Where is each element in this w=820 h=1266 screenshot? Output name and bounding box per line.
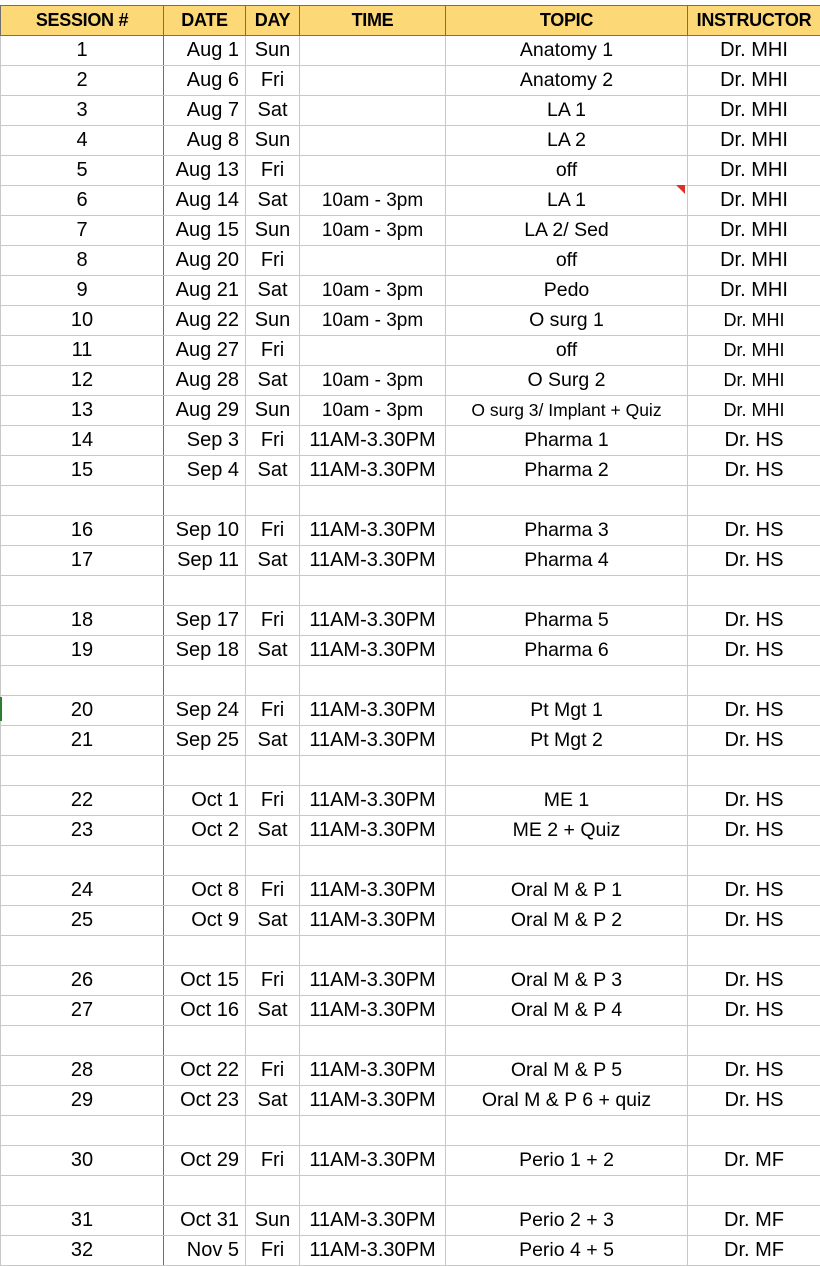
table-row <box>1 516 820 546</box>
instructor-cell[interactable]: Dr. HS <box>688 906 820 936</box>
time-cell[interactable]: 11AM-3.30PM <box>300 786 446 816</box>
topic-cell[interactable]: Perio 4 + 5 <box>446 1236 688 1266</box>
instructor-cell[interactable] <box>688 936 820 966</box>
time-cell[interactable]: 11AM-3.30PM <box>300 1086 446 1116</box>
day-cell[interactable]: Sun <box>246 1206 300 1236</box>
instructor-cell[interactable] <box>688 1116 820 1146</box>
time-cell[interactable] <box>300 576 446 606</box>
topic-cell[interactable]: O surg 1 <box>446 306 688 336</box>
date-cell[interactable]: Oct 8 <box>164 876 246 906</box>
topic-cell[interactable]: LA 1 <box>446 186 688 216</box>
date-cell[interactable]: Oct 1 <box>164 786 246 816</box>
blank-row <box>1 1026 820 1056</box>
session-cell[interactable]: 7 <box>1 216 164 246</box>
time-cell[interactable] <box>300 1176 446 1206</box>
time-cell[interactable]: 11AM-3.30PM <box>300 696 446 726</box>
blank-row <box>1 1116 820 1146</box>
session-cell[interactable] <box>1 666 164 696</box>
time-cell[interactable] <box>300 126 446 156</box>
session-cell[interactable]: 12 <box>1 366 164 396</box>
time-cell[interactable] <box>300 756 446 786</box>
session-cell[interactable]: 14 <box>1 426 164 456</box>
blank-row <box>1 486 820 516</box>
table-row <box>1 1056 820 1086</box>
session-cell[interactable]: 19 <box>1 636 164 666</box>
day-cell[interactable]: Sat <box>246 816 300 846</box>
instructor-cell[interactable]: Dr. HS <box>688 606 820 636</box>
instructor-cell[interactable]: Dr. MF <box>688 1146 820 1176</box>
date-cell[interactable]: Oct 9 <box>164 906 246 936</box>
topic-cell[interactable] <box>446 756 688 786</box>
time-cell[interactable]: 11AM-3.30PM <box>300 426 446 456</box>
topic-cell[interactable]: Pharma 6 <box>446 636 688 666</box>
table-row <box>1 36 820 66</box>
date-cell[interactable]: Sep 3 <box>164 426 246 456</box>
instructor-cell[interactable]: Dr. HS <box>688 726 820 756</box>
session-cell[interactable] <box>1 486 164 516</box>
date-cell[interactable]: Sep 24 <box>164 696 246 726</box>
session-cell[interactable] <box>1 756 164 786</box>
time-cell[interactable] <box>300 96 446 126</box>
topic-cell[interactable] <box>446 936 688 966</box>
time-cell[interactable]: 11AM-3.30PM <box>300 996 446 1026</box>
date-cell[interactable]: Aug 28 <box>164 366 246 396</box>
session-cell[interactable]: 22 <box>1 786 164 816</box>
topic-cell[interactable] <box>446 576 688 606</box>
blank-row <box>1 666 820 696</box>
instructor-cell[interactable]: Dr. MHI <box>688 66 820 96</box>
date-cell[interactable]: Aug 27 <box>164 336 246 366</box>
date-cell[interactable]: Aug 21 <box>164 276 246 306</box>
blank-row <box>1 576 820 606</box>
instructor-cell[interactable]: Dr. MHI <box>688 306 820 336</box>
date-cell[interactable]: Sep 17 <box>164 606 246 636</box>
session-cell[interactable]: 8 <box>1 246 164 276</box>
table-row <box>1 726 820 756</box>
session-cell[interactable]: 3 <box>1 96 164 126</box>
time-cell[interactable]: 11AM-3.30PM <box>300 1056 446 1086</box>
day-cell[interactable]: Fri <box>246 156 300 186</box>
session-cell[interactable]: 25 <box>1 906 164 936</box>
date-cell[interactable]: Oct 22 <box>164 1056 246 1086</box>
table-row <box>1 1146 820 1176</box>
day-cell[interactable]: Sat <box>246 546 300 576</box>
day-cell[interactable]: Sat <box>246 456 300 486</box>
date-cell[interactable] <box>164 936 246 966</box>
day-cell[interactable]: Fri <box>246 786 300 816</box>
time-cell[interactable]: 11AM-3.30PM <box>300 1146 446 1176</box>
instructor-cell[interactable] <box>688 1176 820 1206</box>
date-cell[interactable]: Nov 5 <box>164 1236 246 1266</box>
topic-cell[interactable] <box>446 666 688 696</box>
instructor-cell[interactable]: Dr. MHI <box>688 216 820 246</box>
date-cell[interactable]: Aug 15 <box>164 216 246 246</box>
time-cell[interactable] <box>300 246 446 276</box>
topic-cell[interactable]: Pt Mgt 2 <box>446 726 688 756</box>
session-cell[interactable]: 2 <box>1 66 164 96</box>
date-cell[interactable]: Sep 18 <box>164 636 246 666</box>
topic-cell[interactable]: ME 1 <box>446 786 688 816</box>
instructor-cell[interactable]: Dr. HS <box>688 426 820 456</box>
topic-cell[interactable]: LA 1 <box>446 96 688 126</box>
instructor-cell[interactable]: Dr. HS <box>688 816 820 846</box>
header-instructor[interactable]: INSTRUCTOR <box>688 6 820 36</box>
session-cell[interactable]: 4 <box>1 126 164 156</box>
instructor-cell[interactable]: Dr. MHI <box>688 126 820 156</box>
session-cell[interactable]: 17 <box>1 546 164 576</box>
day-cell[interactable]: Fri <box>246 1146 300 1176</box>
topic-cell[interactable]: Pharma 4 <box>446 546 688 576</box>
topic-cell[interactable] <box>446 1116 688 1146</box>
day-cell[interactable] <box>246 1176 300 1206</box>
date-cell[interactable]: Sep 11 <box>164 546 246 576</box>
day-cell[interactable] <box>246 486 300 516</box>
topic-cell[interactable]: Oral M & P 6 + quiz <box>446 1086 688 1116</box>
time-cell[interactable] <box>300 666 446 696</box>
topic-cell[interactable]: Anatomy 1 <box>446 36 688 66</box>
instructor-cell[interactable] <box>688 1026 820 1056</box>
selection-edge-marker <box>0 697 2 721</box>
day-cell[interactable]: Fri <box>246 966 300 996</box>
date-cell[interactable]: Oct 31 <box>164 1206 246 1236</box>
topic-cell[interactable]: off <box>446 156 688 186</box>
day-cell[interactable]: Sat <box>246 366 300 396</box>
day-cell[interactable]: Sun <box>246 396 300 426</box>
date-cell[interactable]: Sep 10 <box>164 516 246 546</box>
table-row <box>1 186 820 216</box>
day-cell[interactable]: Fri <box>246 426 300 456</box>
header-date[interactable]: DATE <box>164 6 246 36</box>
instructor-cell[interactable]: Dr. HS <box>688 786 820 816</box>
table-row <box>1 876 820 906</box>
instructor-cell[interactable]: Dr. HS <box>688 966 820 996</box>
date-cell[interactable] <box>164 1176 246 1206</box>
session-cell[interactable]: 16 <box>1 516 164 546</box>
day-cell[interactable] <box>246 1026 300 1056</box>
header-day[interactable]: DAY <box>246 6 300 36</box>
time-cell[interactable]: 11AM-3.30PM <box>300 456 446 486</box>
time-cell[interactable]: 11AM-3.30PM <box>300 1236 446 1266</box>
table-row <box>1 66 820 96</box>
day-cell[interactable]: Fri <box>246 606 300 636</box>
session-cell[interactable]: 24 <box>1 876 164 906</box>
table-row <box>1 786 820 816</box>
topic-cell[interactable]: ME 2 + Quiz <box>446 816 688 846</box>
table-row <box>1 126 820 156</box>
date-cell[interactable]: Oct 15 <box>164 966 246 996</box>
time-cell[interactable]: 11AM-3.30PM <box>300 606 446 636</box>
topic-cell[interactable] <box>446 486 688 516</box>
time-cell[interactable] <box>300 156 446 186</box>
instructor-cell[interactable] <box>688 666 820 696</box>
day-cell[interactable]: Fri <box>246 1236 300 1266</box>
instructor-cell[interactable] <box>688 756 820 786</box>
day-cell[interactable]: Fri <box>246 876 300 906</box>
session-cell[interactable]: 31 <box>1 1206 164 1236</box>
table-row <box>1 456 820 486</box>
time-cell[interactable] <box>300 936 446 966</box>
date-cell[interactable]: Aug 13 <box>164 156 246 186</box>
instructor-cell[interactable]: Dr. MHI <box>688 36 820 66</box>
date-cell[interactable]: Aug 1 <box>164 36 246 66</box>
topic-cell[interactable]: Pt Mgt 1 <box>446 696 688 726</box>
instructor-cell[interactable] <box>688 846 820 876</box>
session-cell[interactable]: 29 <box>1 1086 164 1116</box>
header-row <box>1 6 820 36</box>
instructor-cell[interactable]: Dr. MHI <box>688 186 820 216</box>
day-cell[interactable]: Sat <box>246 906 300 936</box>
table-row <box>1 1236 820 1266</box>
time-cell[interactable]: 11AM-3.30PM <box>300 546 446 576</box>
time-cell[interactable] <box>300 66 446 96</box>
time-cell[interactable]: 11AM-3.30PM <box>300 816 446 846</box>
day-cell[interactable]: Sun <box>246 216 300 246</box>
instructor-cell[interactable]: Dr. MHI <box>688 156 820 186</box>
table-row <box>1 906 820 936</box>
topic-cell[interactable]: Oral M & P 1 <box>446 876 688 906</box>
day-cell[interactable] <box>246 1116 300 1146</box>
topic-cell[interactable]: LA 2 <box>446 126 688 156</box>
date-cell[interactable]: Sep 25 <box>164 726 246 756</box>
topic-cell[interactable]: O surg 3/ Implant + Quiz <box>446 396 688 426</box>
day-cell[interactable]: Fri <box>246 516 300 546</box>
session-cell[interactable]: 23 <box>1 816 164 846</box>
blank-row <box>1 846 820 876</box>
session-cell[interactable]: 28 <box>1 1056 164 1086</box>
day-cell[interactable]: Fri <box>246 1056 300 1086</box>
time-cell[interactable]: 10am - 3pm <box>300 276 446 306</box>
instructor-cell[interactable]: Dr. MHI <box>688 336 820 366</box>
table-row <box>1 156 820 186</box>
blank-row <box>1 756 820 786</box>
instructor-cell[interactable]: Dr. HS <box>688 516 820 546</box>
instructor-cell[interactable]: Dr. HS <box>688 996 820 1026</box>
session-cell[interactable] <box>1 1176 164 1206</box>
time-cell[interactable]: 11AM-3.30PM <box>300 636 446 666</box>
session-cell[interactable]: 5 <box>1 156 164 186</box>
instructor-cell[interactable]: Dr. MHI <box>688 366 820 396</box>
date-cell[interactable]: Aug 6 <box>164 66 246 96</box>
time-cell[interactable] <box>300 336 446 366</box>
topic-cell[interactable] <box>446 1176 688 1206</box>
blank-row <box>1 1176 820 1206</box>
instructor-cell[interactable]: Dr. HS <box>688 696 820 726</box>
instructor-cell[interactable]: Dr. MHI <box>688 276 820 306</box>
topic-cell[interactable]: Pharma 3 <box>446 516 688 546</box>
time-cell[interactable]: 10am - 3pm <box>300 396 446 426</box>
session-cell[interactable]: 32 <box>1 1236 164 1266</box>
topic-cell[interactable]: O Surg 2 <box>446 366 688 396</box>
session-cell[interactable]: 10 <box>1 306 164 336</box>
day-cell[interactable] <box>246 576 300 606</box>
table-row <box>1 276 820 306</box>
time-cell[interactable]: 11AM-3.30PM <box>300 966 446 996</box>
session-cell[interactable]: 1 <box>1 36 164 66</box>
day-cell[interactable]: Fri <box>246 696 300 726</box>
header-topic[interactable]: TOPIC <box>446 6 688 36</box>
date-cell[interactable]: Aug 14 <box>164 186 246 216</box>
day-cell[interactable]: Sat <box>246 636 300 666</box>
instructor-cell[interactable]: Dr. MHI <box>688 246 820 276</box>
date-cell[interactable]: Aug 29 <box>164 396 246 426</box>
date-cell[interactable]: Oct 29 <box>164 1146 246 1176</box>
day-cell[interactable]: Sat <box>246 276 300 306</box>
instructor-cell[interactable]: Dr. HS <box>688 876 820 906</box>
topic-cell[interactable]: off <box>446 246 688 276</box>
time-cell[interactable]: 10am - 3pm <box>300 366 446 396</box>
table-row <box>1 636 820 666</box>
date-cell[interactable]: Oct 23 <box>164 1086 246 1116</box>
schedule-sheet <box>0 5 820 1266</box>
day-cell[interactable]: Sun <box>246 306 300 336</box>
session-cell[interactable] <box>1 936 164 966</box>
date-cell[interactable] <box>164 666 246 696</box>
time-cell[interactable]: 10am - 3pm <box>300 306 446 336</box>
time-cell[interactable]: 10am - 3pm <box>300 186 446 216</box>
instructor-cell[interactable]: Dr. MF <box>688 1236 820 1266</box>
topic-cell[interactable]: Perio 2 + 3 <box>446 1206 688 1236</box>
topic-cell[interactable]: Oral M & P 3 <box>446 966 688 996</box>
date-cell[interactable]: Aug 8 <box>164 126 246 156</box>
day-cell[interactable]: Fri <box>246 336 300 366</box>
session-cell[interactable]: 6 <box>1 186 164 216</box>
session-cell[interactable]: 9 <box>1 276 164 306</box>
day-cell[interactable] <box>246 936 300 966</box>
topic-cell[interactable]: Pedo <box>446 276 688 306</box>
session-cell[interactable]: 20 <box>1 696 164 726</box>
session-cell[interactable] <box>1 576 164 606</box>
table-row <box>1 96 820 126</box>
day-cell[interactable]: Sat <box>246 186 300 216</box>
day-cell[interactable]: Sun <box>246 126 300 156</box>
table-row <box>1 696 820 726</box>
time-cell[interactable]: 11AM-3.30PM <box>300 516 446 546</box>
session-cell[interactable]: 21 <box>1 726 164 756</box>
day-cell[interactable]: Sat <box>246 96 300 126</box>
time-cell[interactable] <box>300 1116 446 1146</box>
session-cell[interactable]: 26 <box>1 966 164 996</box>
day-cell[interactable]: Sat <box>246 1086 300 1116</box>
table-row <box>1 606 820 636</box>
instructor-cell[interactable]: Dr. HS <box>688 456 820 486</box>
table-row <box>1 816 820 846</box>
instructor-cell[interactable]: Dr. MHI <box>688 396 820 426</box>
instructor-cell[interactable]: Dr. MF <box>688 1206 820 1236</box>
table-row <box>1 336 820 366</box>
topic-cell[interactable] <box>446 1026 688 1056</box>
table-row <box>1 1206 820 1236</box>
topic-cell[interactable]: Pharma 1 <box>446 426 688 456</box>
date-cell[interactable]: Aug 22 <box>164 306 246 336</box>
time-cell[interactable]: 11AM-3.30PM <box>300 876 446 906</box>
table-row <box>1 546 820 576</box>
blank-row <box>1 936 820 966</box>
time-cell[interactable]: 11AM-3.30PM <box>300 726 446 756</box>
day-cell[interactable]: Sat <box>246 996 300 1026</box>
time-cell[interactable] <box>300 36 446 66</box>
time-cell[interactable]: 10am - 3pm <box>300 216 446 246</box>
date-cell[interactable] <box>164 1116 246 1146</box>
table-row <box>1 396 820 426</box>
day-cell[interactable] <box>246 756 300 786</box>
day-cell[interactable]: Sat <box>246 726 300 756</box>
session-cell[interactable]: 15 <box>1 456 164 486</box>
date-cell[interactable] <box>164 486 246 516</box>
instructor-cell[interactable]: Dr. HS <box>688 1086 820 1116</box>
topic-cell[interactable]: Pharma 5 <box>446 606 688 636</box>
session-cell[interactable] <box>1 1026 164 1056</box>
topic-cell[interactable]: Oral M & P 5 <box>446 1056 688 1086</box>
day-cell[interactable] <box>246 666 300 696</box>
session-cell[interactable]: 18 <box>1 606 164 636</box>
instructor-cell[interactable]: Dr. HS <box>688 1056 820 1086</box>
instructor-cell[interactable] <box>688 576 820 606</box>
table-row <box>1 246 820 276</box>
schedule-body <box>1 36 820 1266</box>
session-cell[interactable]: 27 <box>1 996 164 1026</box>
topic-cell[interactable] <box>446 846 688 876</box>
topic-cell[interactable]: Oral M & P 2 <box>446 906 688 936</box>
instructor-cell[interactable]: Dr. HS <box>688 636 820 666</box>
table-row <box>1 426 820 456</box>
date-cell[interactable] <box>164 576 246 606</box>
topic-cell[interactable]: Oral M & P 4 <box>446 996 688 1026</box>
date-cell[interactable]: Oct 16 <box>164 996 246 1026</box>
session-cell[interactable]: 13 <box>1 396 164 426</box>
table-row <box>1 1086 820 1116</box>
header-time[interactable]: TIME <box>300 6 446 36</box>
day-cell[interactable]: Fri <box>246 246 300 276</box>
topic-cell[interactable]: LA 2/ Sed <box>446 216 688 246</box>
instructor-cell[interactable]: Dr. MHI <box>688 96 820 126</box>
instructor-cell[interactable] <box>688 486 820 516</box>
table-row <box>1 216 820 246</box>
comment-indicator-icon[interactable] <box>676 185 685 194</box>
session-cell[interactable]: 11 <box>1 336 164 366</box>
table-row <box>1 366 820 396</box>
header-session[interactable]: SESSION # <box>1 6 164 36</box>
instructor-cell[interactable]: Dr. HS <box>688 546 820 576</box>
day-cell[interactable] <box>246 846 300 876</box>
date-cell[interactable]: Aug 20 <box>164 246 246 276</box>
time-cell[interactable]: 11AM-3.30PM <box>300 906 446 936</box>
topic-cell[interactable]: off <box>446 336 688 366</box>
session-cell[interactable] <box>1 1116 164 1146</box>
topic-cell[interactable]: Perio 1 + 2 <box>446 1146 688 1176</box>
day-cell[interactable]: Fri <box>246 66 300 96</box>
date-cell[interactable] <box>164 756 246 786</box>
time-cell[interactable]: 11AM-3.30PM <box>300 1206 446 1236</box>
time-cell[interactable] <box>300 846 446 876</box>
table-row <box>1 966 820 996</box>
date-cell[interactable]: Oct 2 <box>164 816 246 846</box>
date-cell[interactable] <box>164 846 246 876</box>
time-cell[interactable] <box>300 1026 446 1056</box>
topic-cell[interactable]: Pharma 2 <box>446 456 688 486</box>
date-cell[interactable] <box>164 1026 246 1056</box>
session-cell[interactable]: 30 <box>1 1146 164 1176</box>
topic-cell[interactable]: Anatomy 2 <box>446 66 688 96</box>
time-cell[interactable] <box>300 486 446 516</box>
date-cell[interactable]: Aug 7 <box>164 96 246 126</box>
table-row <box>1 996 820 1026</box>
table-row <box>1 306 820 336</box>
date-cell[interactable]: Sep 4 <box>164 456 246 486</box>
session-cell[interactable] <box>1 846 164 876</box>
day-cell[interactable]: Sun <box>246 36 300 66</box>
